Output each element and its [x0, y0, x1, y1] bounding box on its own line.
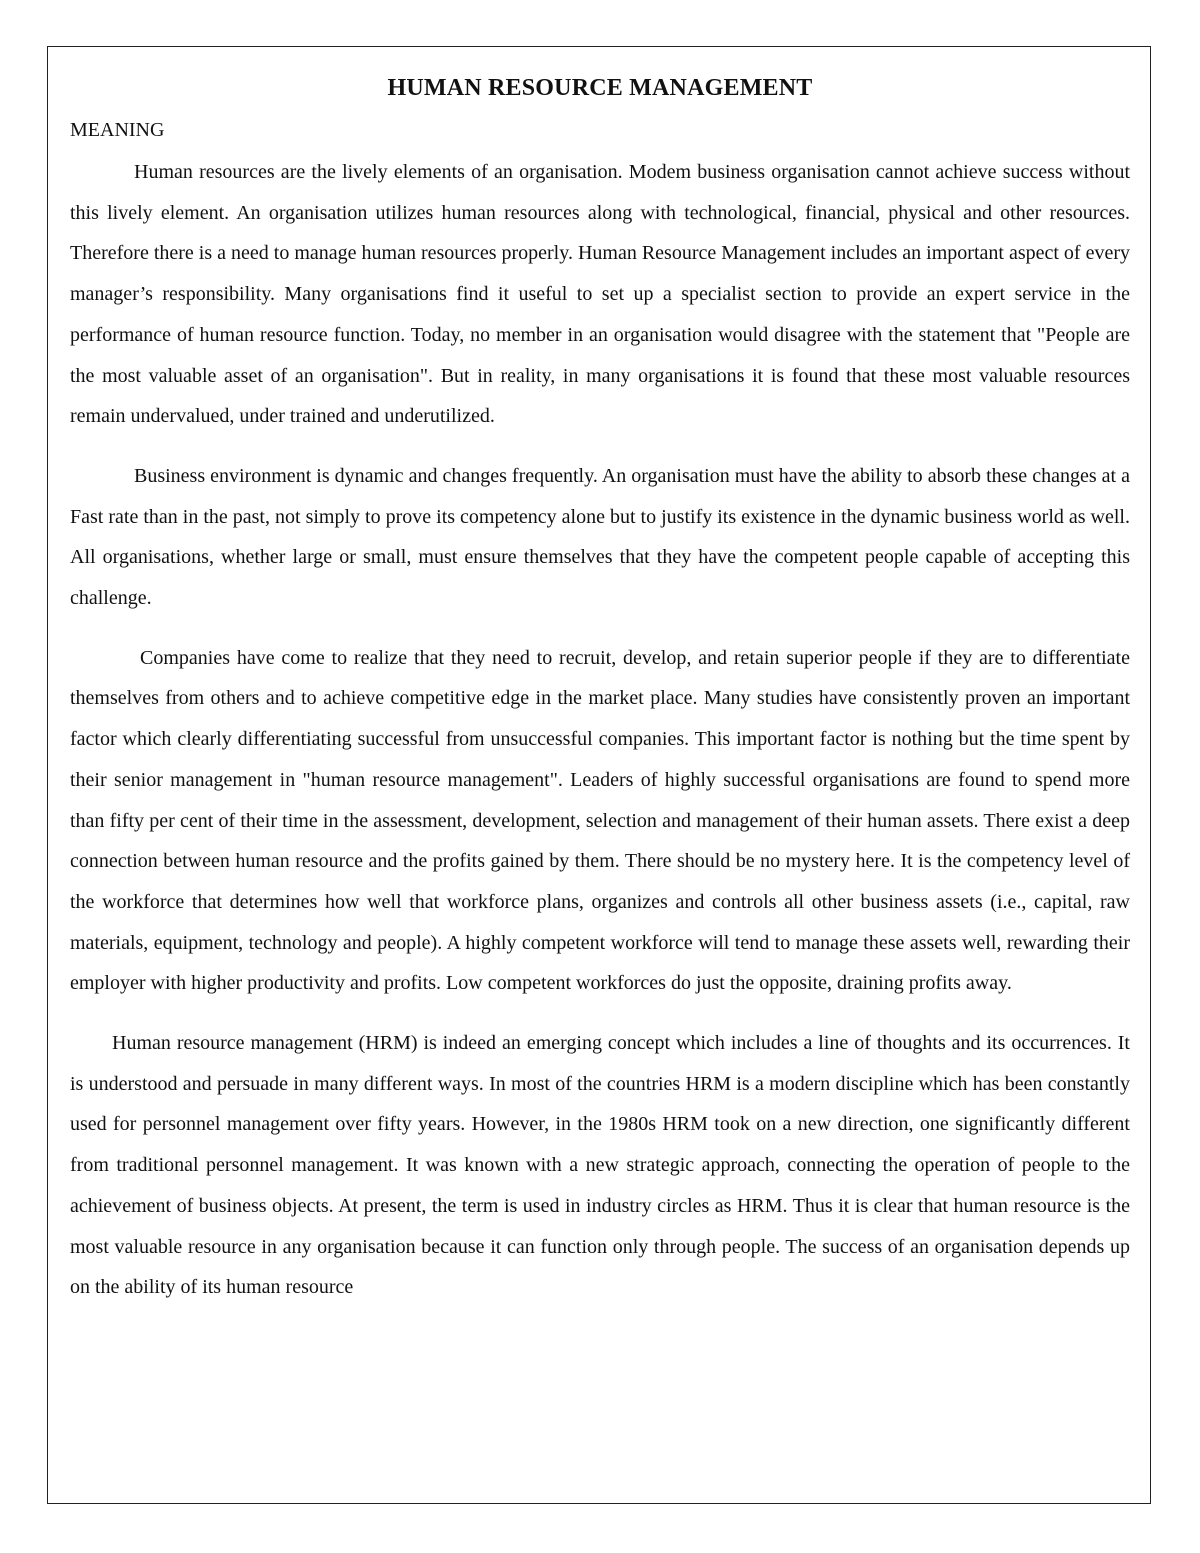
- paragraph-3: Companies have come to realize that they need to recruit, develop, and retain superior people if they are to differentiate themselves from others and to achieve competitive edge in the market place. Many studies have consistently proven an important factor which clearly differentiating successful from unsuccessful companies. This important factor is nothing but the time spent by their senior management in "human resource management". Leaders of highly successful organisations are found to spend more than fifty per cent of their time in the assessment, development, selection and management of their human assets. There exist a deep connection between human resource and the profits gained by them. There should be no mystery here. It is the competency level of the workforce that determines how well that workforce plans, organizes and controls all other business assets (i.e., capital, raw materials, equipment, technology and people). A highly competent workforce will tend to manage these assets well, rewarding their employer with higher productivity and profits. Low competent workforces do just the opposite, draining profits away.: [70, 646, 1130, 995]
- document-title: HUMAN RESOURCE MANAGEMENT: [387, 75, 813, 101]
- document-body: [70, 72, 1130, 1308]
- paragraph-1: Human resources are the lively elements of an organisation. Modem business organisation cannot achieve success without this lively element. An organisation utilizes human resources along with technological, financial, physical and other resources. Therefore there is a need to manage human resources properly. Human Resource Management includes an important aspect of every manager’s responsibility. Many organisations find it useful to set up a specialist section to provide an expert service in the performance of human resource function. Today, no member in an organisation would disagree with the statement that "People are the most valuable asset of an organisation". But in reality, in many organisations it is found that these most valuable resources remain undervalued, under trained and underutilized.: [70, 161, 1130, 428]
- paragraph-4: Human resource management (HRM) is indeed an emerging concept which includes a line of thoughts and its occurrences. It is understood and persuade in many different ways. In most of the countries HRM is a modern discipline which has been constantly used for personnel management over fifty years. However, in the 1980s HRM took on a new direction, one significantly different from traditional personnel management. It was known with a new strategic approach, connecting the operation of people to the achievement of business objects. At present, the term is used in industry circles as HRM. Thus it is clear that human resource is the most valuable resource in any organisation because it can function only through people. The success of an organisation depends up on the ability of its human resource: [70, 1032, 1130, 1299]
- section-heading-meaning: MEANING: [70, 119, 165, 141]
- paragraph-2: Business environment is dynamic and changes frequently. An organisation must have the ability to absorb these changes at a Fast rate than in the past, not simply to prove its competency alone but to justify its existence in the dynamic business world as well. All organisations, whether large or small, must ensure themselves that they have the competent people capable of accepting this challenge.: [70, 464, 1130, 610]
